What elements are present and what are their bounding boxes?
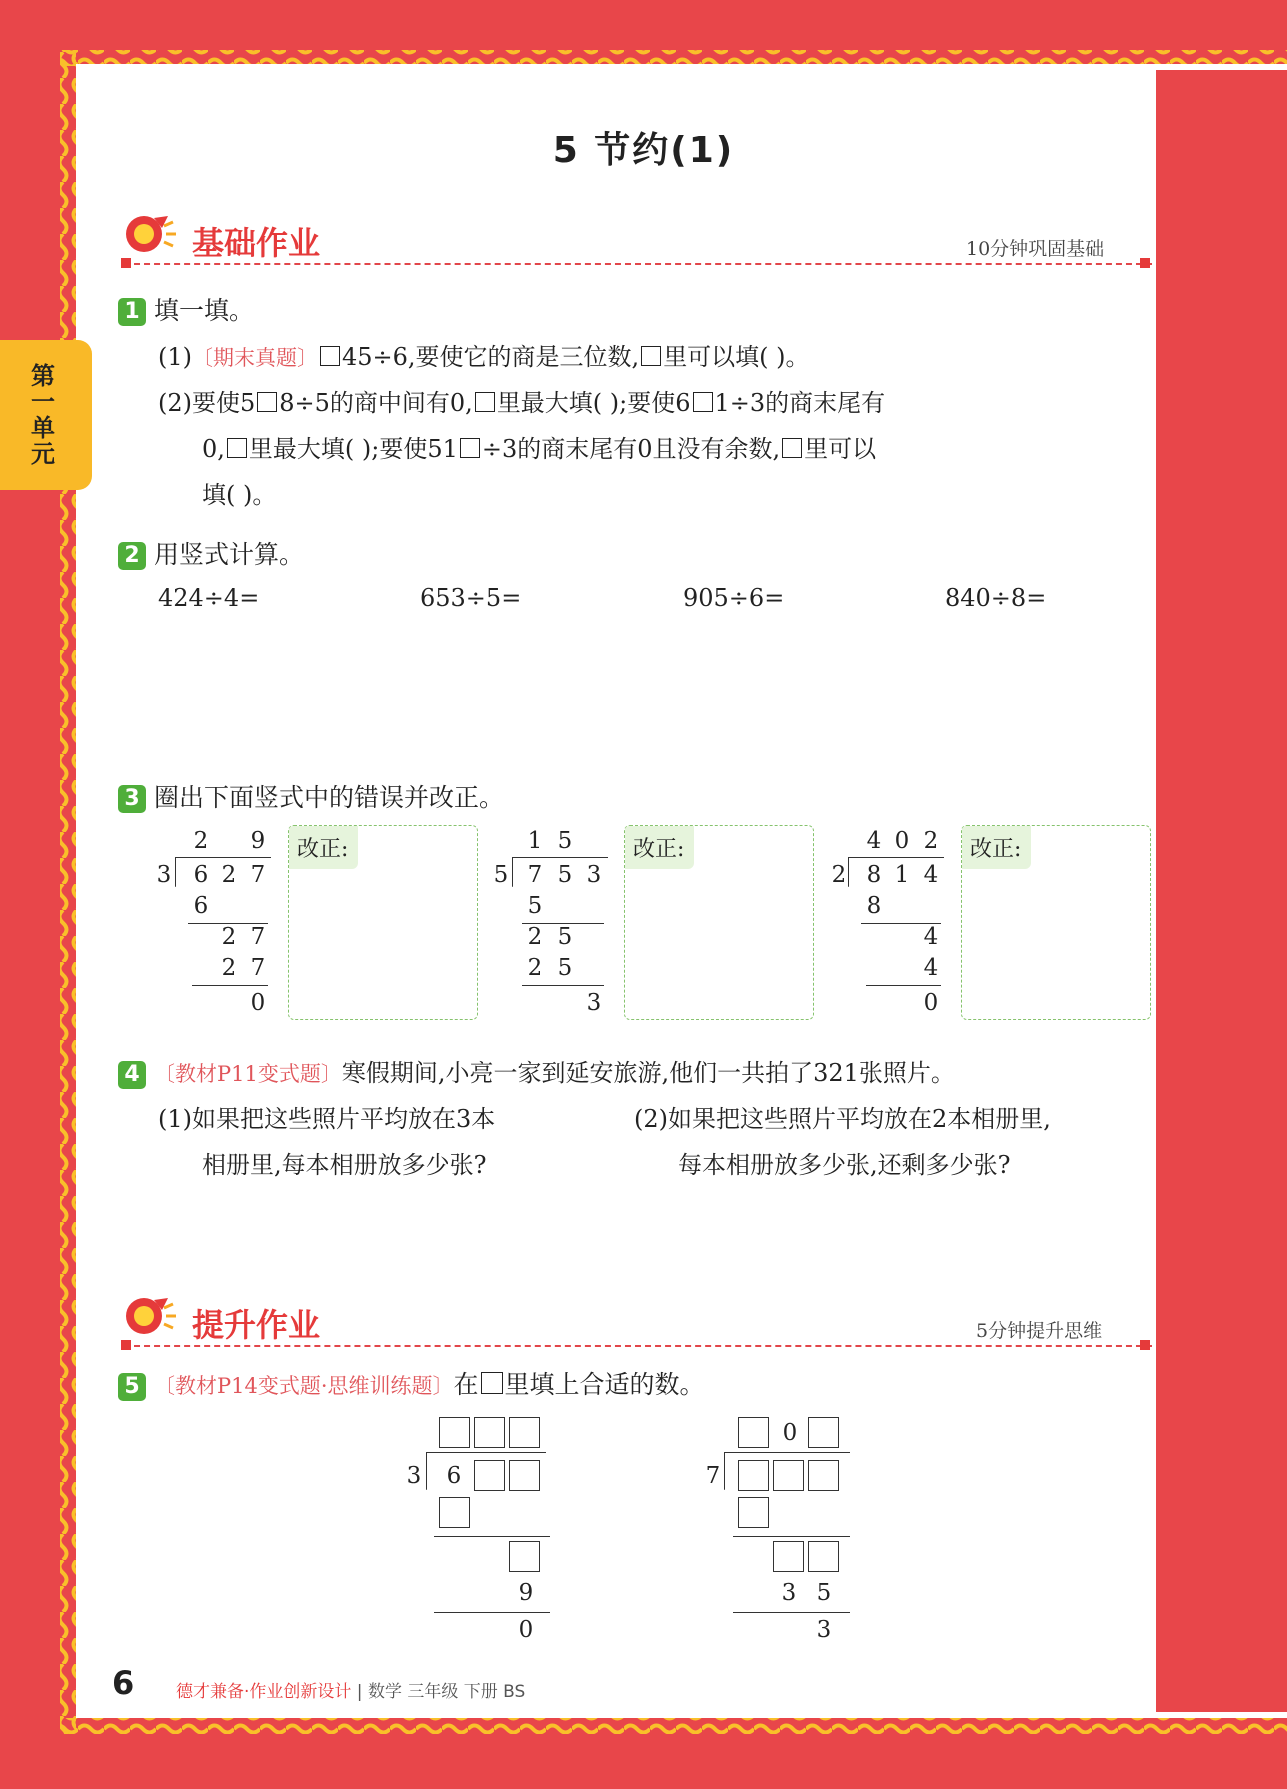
divider-end-right [1140, 258, 1150, 268]
section-divider [124, 1345, 1152, 1347]
q3-heading: 3 圈出下面竖式中的错误并改正。 [118, 778, 504, 814]
divider-end-left [121, 1340, 131, 1350]
fill-box[interactable] [773, 1541, 804, 1572]
section-divider [124, 263, 1152, 265]
q4-part2-line1: (2)如果把这些照片平均放在2本相册里, [634, 1105, 1051, 1133]
q2-item-1: 424÷4= [158, 584, 260, 612]
fill-box[interactable] [738, 1460, 769, 1491]
fill-box[interactable] [738, 1497, 769, 1528]
section-basic-title: 基础作业 [192, 224, 321, 262]
blank-box [641, 346, 661, 366]
q2-item-2: 653÷5= [420, 584, 522, 612]
section-advanced-title: 提升作业 [192, 1306, 321, 1344]
fill-box[interactable] [439, 1497, 470, 1528]
fill-box[interactable] [509, 1541, 540, 1572]
fill-box[interactable] [808, 1417, 839, 1448]
fill-box[interactable] [808, 1460, 839, 1491]
q3-correction-box-2[interactable]: 改正: [624, 825, 814, 1020]
fill-box[interactable] [509, 1417, 540, 1448]
q4-part2-line2: 每本相册放多少张,还剩多少张? [678, 1151, 1011, 1179]
footer-brand: 德才兼备·作业创新设计 | 数学 三年级 下册 BS [176, 1682, 526, 1702]
section-advanced-note: 5分钟提升思维 [976, 1320, 1103, 1342]
q1-heading: 1 填一填。 [118, 291, 254, 327]
q1-part2-line2: 0, 里最大填( );要使51 ÷3的商末尾有0且没有余数, 里可以 [202, 435, 877, 463]
q3-correction-box-1[interactable]: 改正: [288, 825, 478, 1020]
page-title: 5 节约(1) [552, 130, 735, 171]
fill-box[interactable] [738, 1417, 769, 1448]
q1-part1: (1)〔期末真题〕 45÷6,要使它的商是三位数, 里可以填( )。 [158, 343, 810, 371]
q1-part2-line3: 填( )。 [202, 481, 277, 509]
fill-box[interactable] [439, 1417, 470, 1448]
lightbulb-icon [118, 1288, 182, 1346]
q4-heading: 4 〔教材P11变式题〕寒假期间,小亮一家到延安旅游,他们一共拍了321张照片。 [118, 1053, 955, 1089]
q5-heading: 5 〔教材P14变式题·思维训练题〕在 里填上合适的数。 [118, 1365, 705, 1401]
lightbulb-icon [118, 206, 182, 264]
blank-box [320, 346, 340, 366]
q4-part1-line1: (1)如果把这些照片平均放在3本 [158, 1105, 496, 1133]
q2-heading: 2 用竖式计算。 [118, 535, 304, 571]
q2-item-3: 905÷6= [683, 584, 785, 612]
fill-box[interactable] [509, 1460, 540, 1491]
fill-box[interactable] [474, 1417, 505, 1448]
divider-end-left [121, 258, 131, 268]
q2-item-4: 840÷8= [945, 584, 1047, 612]
fill-box[interactable] [773, 1460, 804, 1491]
q3-correction-box-3[interactable]: 改正: [961, 825, 1151, 1020]
q4-part1-line2: 相册里,每本相册放多少张? [202, 1151, 487, 1179]
page-number: 6 [112, 1664, 135, 1702]
divider-end-right [1140, 1340, 1150, 1350]
unit-side-tab: 第一单元 [0, 340, 92, 490]
fill-box[interactable] [474, 1460, 505, 1491]
q1-part2-line1: (2)要使5 8÷5的商中间有0, 里最大填( );要使6 1÷3的商末尾有 [158, 389, 886, 417]
section-basic-note: 10分钟巩固基础 [966, 238, 1105, 260]
fill-box[interactable] [808, 1541, 839, 1572]
